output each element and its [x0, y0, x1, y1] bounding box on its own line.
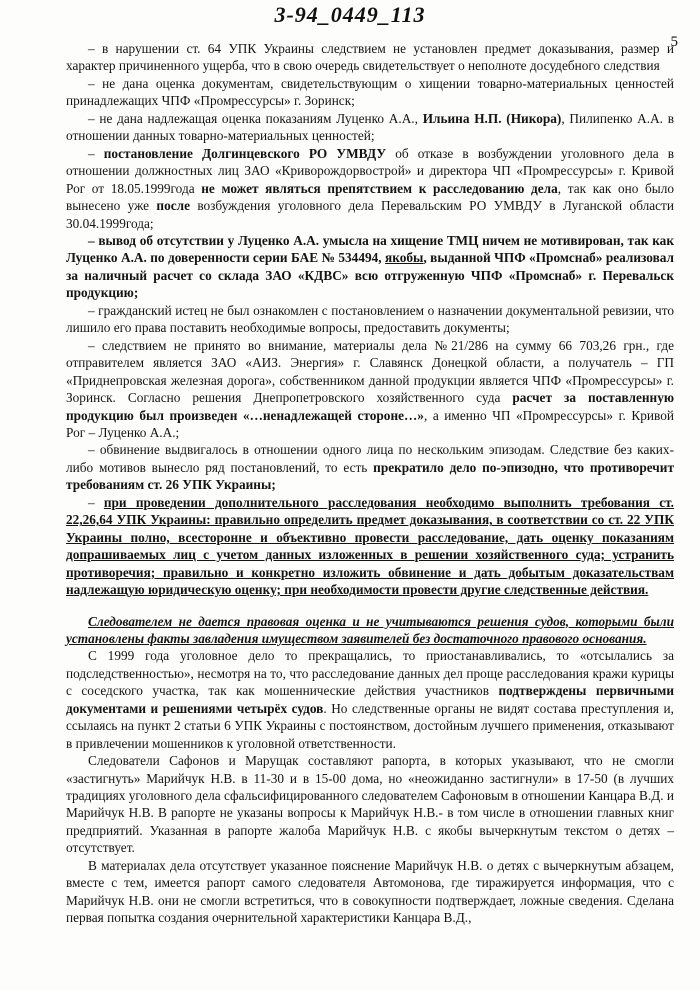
- paragraph: [66, 40, 674, 75]
- document-id-header: 3-94_0449_113: [274, 2, 426, 27]
- emphasized-text: после: [156, 198, 190, 214]
- paragraph: [66, 647, 674, 752]
- paragraph: [66, 75, 674, 110]
- emphasized-text: прекратило дело по-эпизодно, что противоречит требованиям ст. 26 УПК Украины;: [66, 459, 674, 493]
- text-run: Следователи Сафонов и Марущак составляют рапорта, в которых указывают, что не смогли «застигнуть» Марийчук Н.В. в 11-30 и в 15-00 дома, но «неожиданно застигнули» в 17-50 (в лучших традициях уголовного дела сфальсифицированного следователем Сафоновым в отношении Канцара В.Д. и Марийчук Н.В. В рапорте не указаны вопросы к Марийчук Н.В.- в том числе в отношении главных книг предприятий. Указанная в рапорте жалоба Марийчук Н.В. с якобы вычеркнутым текстом о детях – отсутствует.: [66, 753, 674, 856]
- paragraph: [66, 110, 674, 145]
- text-run: –: [88, 145, 104, 161]
- emphasized-text: при проведении дополнительного расследования необходимо выполнить требования ст. 22,26,64 УПК Украины: правильно определить предмет доказывания, в соответствии со ст. 22 УПК Украины полно, всесторонне и объективно провести расследование, дать оценку показаниям допрашиваемых лиц с учетом данных изложенных в решении хозяйственного суда; устранить противоречия; правильно и конкретно изложить обвинение и дать добытым доказательствам надлежащую юридическую оценку; при необходимости провести другие следственные действия.: [66, 494, 674, 598]
- text-run: – в нарушении ст. 64 УПК Украины следствием не установлен предмет доказывания, размер и характер причиненного ущерба, что в свою очередь свидетельствует о неполноте досудебного следствия: [66, 41, 674, 74]
- text-run: –: [88, 494, 104, 510]
- paragraph: [66, 752, 674, 857]
- text-run: – обвинение выдвигалось в отношении одного лица по нескольким эпизодам. Следствие без каких-либо мотивов вынесло ряд постановлений, то есть: [66, 442, 674, 475]
- paragraph: [66, 145, 674, 232]
- section-heading: Следователем не дается правовая оценка и не учитываются решения судов, которыми были установлены факты завладения имуществом заявителей без достаточного правового основания.: [66, 613, 674, 646]
- text-run: – не дана оценка документам, свидетельствующим о хищении товарно-материальных ценностей принадлежащих ЧПФ «Промрессурсы» г. Зоринск;: [66, 75, 674, 109]
- emphasized-text: подтверждены первичными документами и решениями четырёх судов: [66, 683, 674, 716]
- paragraph: [66, 302, 674, 337]
- text-run: , а именно ЧП «Промрессурсы» г. Кривой Рог – Луценко А.А.;: [66, 407, 674, 440]
- document-body: [66, 40, 674, 927]
- emphasized-text: постановление Долгинцевского РО УМВДУ: [103, 145, 387, 161]
- text-run: – следствием не принято во внимание, материалы дела №21/286 на сумму 66 703,26 грн., где отправителем является ЗАО «АИЗ. Энергия» г. Славянск Донецкой области, а получатель – ГП «Приднепровская железная дорога», собственником данной продукции является ЧПФ «Промрессурсы» г. Зоринск. Согласно решения Днепропетровского хозяйственного суда: [66, 337, 674, 406]
- paragraph: [66, 857, 674, 927]
- paragraph: [66, 441, 674, 493]
- emphasized-text: Ильина Н.П. (Никора): [422, 110, 562, 126]
- findings-list: [66, 40, 674, 599]
- text-run: – гражданский истец не был ознакомлен с постановлением о назначении документальной ревизии, что лишило его права поставить необходимые вопросы, предоставить документы;: [66, 302, 674, 336]
- paragraph: [66, 337, 674, 442]
- text-run: , Пилипенко А.А. в отношении данных товарно-материальных ценностей;: [66, 110, 674, 144]
- narrative-paragraphs: [66, 647, 674, 926]
- text-run: , так как оно было вынесено уже: [66, 180, 674, 214]
- emphasized-text: , выданной ЧПФ «Промснаб» реализовал за наличный расчет со склада ЗАО «КДВС» всю отгруженную ЧПФ «Промснаб» г. Перевальск продукцию;: [66, 250, 674, 301]
- paragraph: [66, 232, 674, 302]
- emphasized-text: не может являться препятствием к расследованию дела: [201, 180, 558, 196]
- text-run: возбуждения уголовного дела Перевальским РО УМВДУ в Луганской области 30.04.1999года;: [66, 198, 674, 231]
- paragraph: [66, 494, 674, 599]
- page-number: 5: [670, 34, 678, 50]
- text-run: . Но следственные органы не видят состава преступления и, ссылаясь на пункт 2 статьи 6 УПК Украины с постоянством, достойным лучшего применения, отказывают в привлечении мошенников к уголовной ответственности.: [66, 700, 674, 751]
- emphasized-text: – вывод об отсутствии у Луценко А.А. умысла на хищение ТМЦ ничем не мотивирован, так как Луценко А.А. по доверенности серии БАЕ № 534494,: [66, 232, 674, 266]
- text-run: – не дана надлежащая оценка показаниям Луценко А.А.,: [88, 110, 423, 126]
- text-run: С 1999 года уголовное дело то прекращались, то приостанавливались, то «отсылались за подследственностью», несмотря на то, что расследование данных дел проще расследования кражи курицы с соседского участка, так как мошеннические действия участников: [66, 648, 674, 699]
- emphasized-text: расчет за поставленную продукцию был произведен «…ненадлежащей стороне…»: [66, 390, 675, 423]
- emphasized-text: якобы: [385, 250, 424, 266]
- text-run: об отказе в возбуждении уголовного дела в отношении должностных лиц ЗАО «Криворождорвострой» и директора ЧП «Промрессурсы» г. Кривой Рог от 18.05.1999года: [66, 145, 674, 196]
- text-run: В материалах дела отсутствует указанное пояснение Марийчук Н.В. о детях с вычеркнутым абзацем, вместе с тем, имеется рапорт самого следователя Автомонова, где тиражируется информация, что с Марийчук Н.В. они не смогли встретиться, что в совокупности подтверждает, ложные сведения. Сделана первая попытка создания очернительной характеристики Канцара В.Д.,: [66, 857, 674, 926]
